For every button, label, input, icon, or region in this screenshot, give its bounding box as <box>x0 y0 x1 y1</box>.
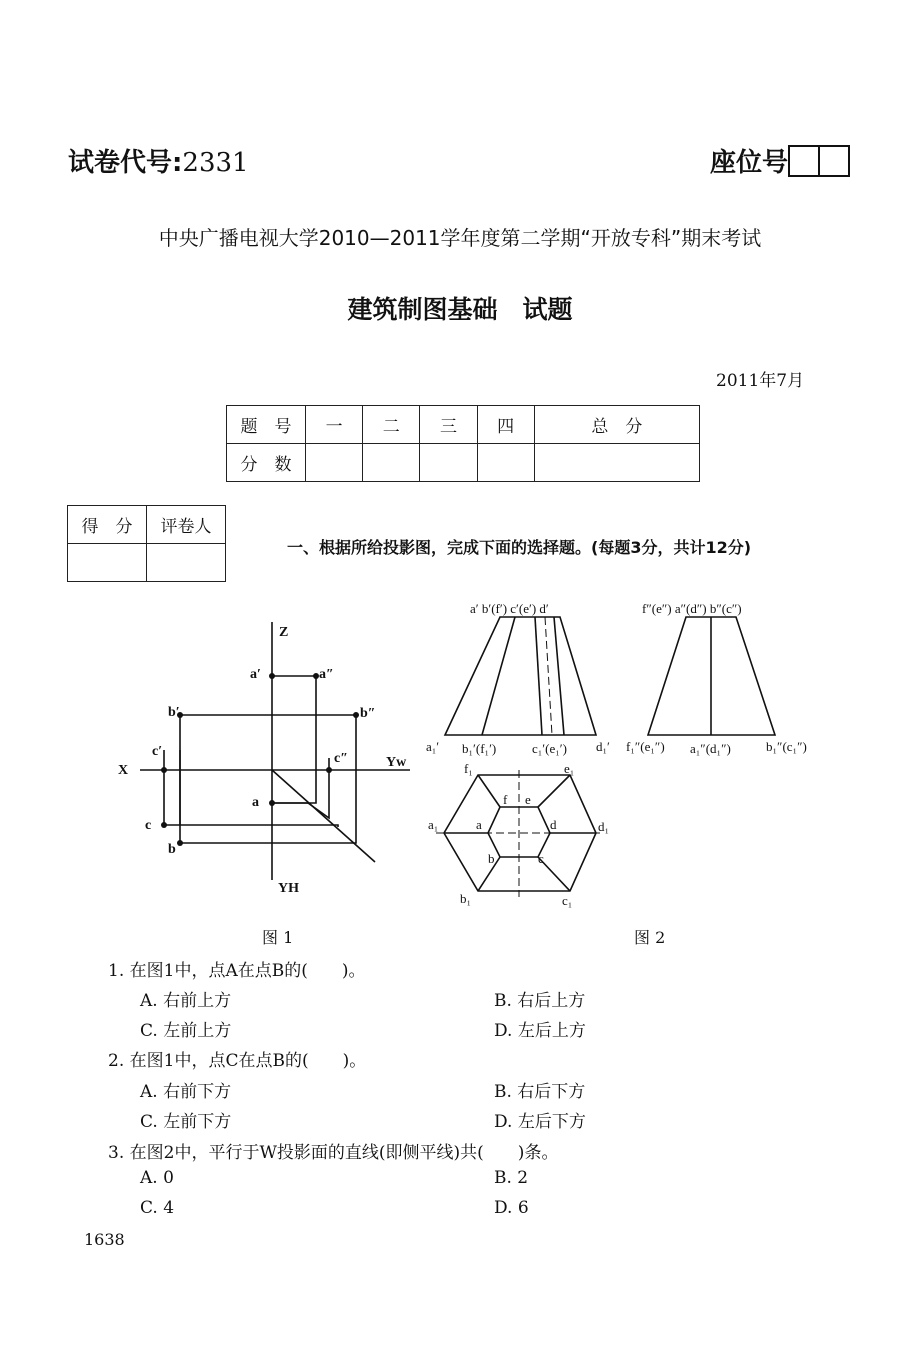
plan-label: e <box>525 792 531 807</box>
question-1: 1. 在图1中，点A在点B的( )。 <box>108 961 366 981</box>
option: A. 右前上方 <box>140 991 232 1011</box>
grader-name-label: 评卷人 <box>147 506 226 544</box>
score-header: 三 <box>420 406 477 444</box>
option: B. 右后下方 <box>494 1082 586 1102</box>
point-label: c″ <box>334 751 348 766</box>
option: A. 右前下方 <box>140 1082 232 1102</box>
grader-score-label: 得 分 <box>68 506 147 544</box>
side-view-label: b₁″(c₁″) <box>766 739 807 754</box>
question-2: 2. 在图1中，点C在点B的( )。 <box>108 1051 367 1071</box>
paper-code <box>68 142 249 179</box>
question-3: 3. 在图2中，平行于W投影面的直线(即侧平线)共( )条。 <box>108 1143 559 1163</box>
point-label: b″ <box>360 706 376 721</box>
side-view-label: a₁″(d₁″) <box>690 741 731 756</box>
plan-label: a₁ <box>428 817 439 832</box>
page-number: 1638 <box>84 1230 125 1249</box>
figure-1-caption: 图 1 <box>262 928 294 947</box>
option: B. 2 <box>494 1168 529 1188</box>
z-axis-label: Z <box>279 625 289 640</box>
plan-label: c <box>538 851 544 866</box>
option: A. 0 <box>140 1168 174 1188</box>
option: C. 4 <box>140 1198 175 1218</box>
plan-label: c₁ <box>562 893 573 908</box>
point-label: a″ <box>319 667 334 682</box>
score-table <box>226 405 700 482</box>
point-label: a′ <box>250 667 261 682</box>
front-view-label: c₁′(e₁′) <box>532 741 567 756</box>
point-label: a <box>252 795 259 810</box>
front-view-label: d₁′ <box>596 739 610 754</box>
seat-number <box>710 142 850 179</box>
point-label: c′ <box>152 744 163 759</box>
plan-label: a <box>476 817 482 832</box>
grader-table <box>67 505 226 582</box>
score-header: 一 <box>306 406 363 444</box>
front-view-top-labels: a′ b′(f′) c′(e′) d′ <box>470 601 549 616</box>
score-cell <box>306 444 363 482</box>
exam-line: 中央广播电视大学2010—2011学年度第二学期“开放专科”期末考试 <box>158 226 762 250</box>
plan-label: b <box>488 851 495 866</box>
x-axis-label: X <box>118 763 129 778</box>
option: D. 6 <box>494 1198 529 1218</box>
side-view-label: f₁″(e₁″) <box>626 739 665 754</box>
option: D. 左后上方 <box>494 1021 586 1041</box>
page-title: 建筑制图基础 试题 <box>347 295 573 324</box>
option: C. 左前下方 <box>140 1112 232 1132</box>
grader-cell <box>147 544 226 582</box>
option: B. 右后上方 <box>494 991 586 1011</box>
score-header: 题 号 <box>227 406 306 444</box>
side-view-top-labels: f″(e″) a″(d″) b″(c″) <box>642 601 742 616</box>
plan-label: b₁ <box>460 891 472 906</box>
yh-axis-label: YH <box>278 881 299 896</box>
score-row-label: 分 数 <box>227 444 306 482</box>
plan-label: e₁ <box>564 761 575 776</box>
figure-2-caption: 图 2 <box>634 928 666 947</box>
score-header: 总 分 <box>534 406 699 444</box>
grader-cell <box>68 544 147 582</box>
plan-label: f <box>503 792 508 807</box>
seat-box <box>788 145 820 177</box>
seat-box <box>820 145 850 177</box>
point-label: c <box>145 818 152 833</box>
point-label: b <box>168 842 176 857</box>
score-cell <box>534 444 699 482</box>
option: C. 左前上方 <box>140 1021 232 1041</box>
plan-label: f₁ <box>464 761 473 776</box>
score-header: 二 <box>363 406 420 444</box>
figure-1 <box>100 610 420 900</box>
paper-code-label: 试卷代号: <box>68 148 183 178</box>
front-view-label: b₁′(f₁′) <box>462 741 497 756</box>
score-cell <box>363 444 420 482</box>
option: D. 左后下方 <box>494 1112 586 1132</box>
point-label: b′ <box>168 705 180 720</box>
yw-axis-label: Yw <box>386 755 407 770</box>
exam-date: 2011年7月 <box>716 371 805 391</box>
plan-label: d₁ <box>598 819 610 834</box>
paper-code-value: 2331 <box>182 148 249 178</box>
score-cell <box>477 444 534 482</box>
score-cell <box>420 444 477 482</box>
figure-2 <box>420 595 820 915</box>
score-header: 四 <box>477 406 534 444</box>
seat-label: 座位号 <box>710 148 789 178</box>
section-heading: 一、根据所给投影图，完成下面的选择题。(每题3分，共计12分) <box>287 538 752 557</box>
plan-label: d <box>550 817 557 832</box>
front-view-label: a₁′ <box>426 739 440 754</box>
